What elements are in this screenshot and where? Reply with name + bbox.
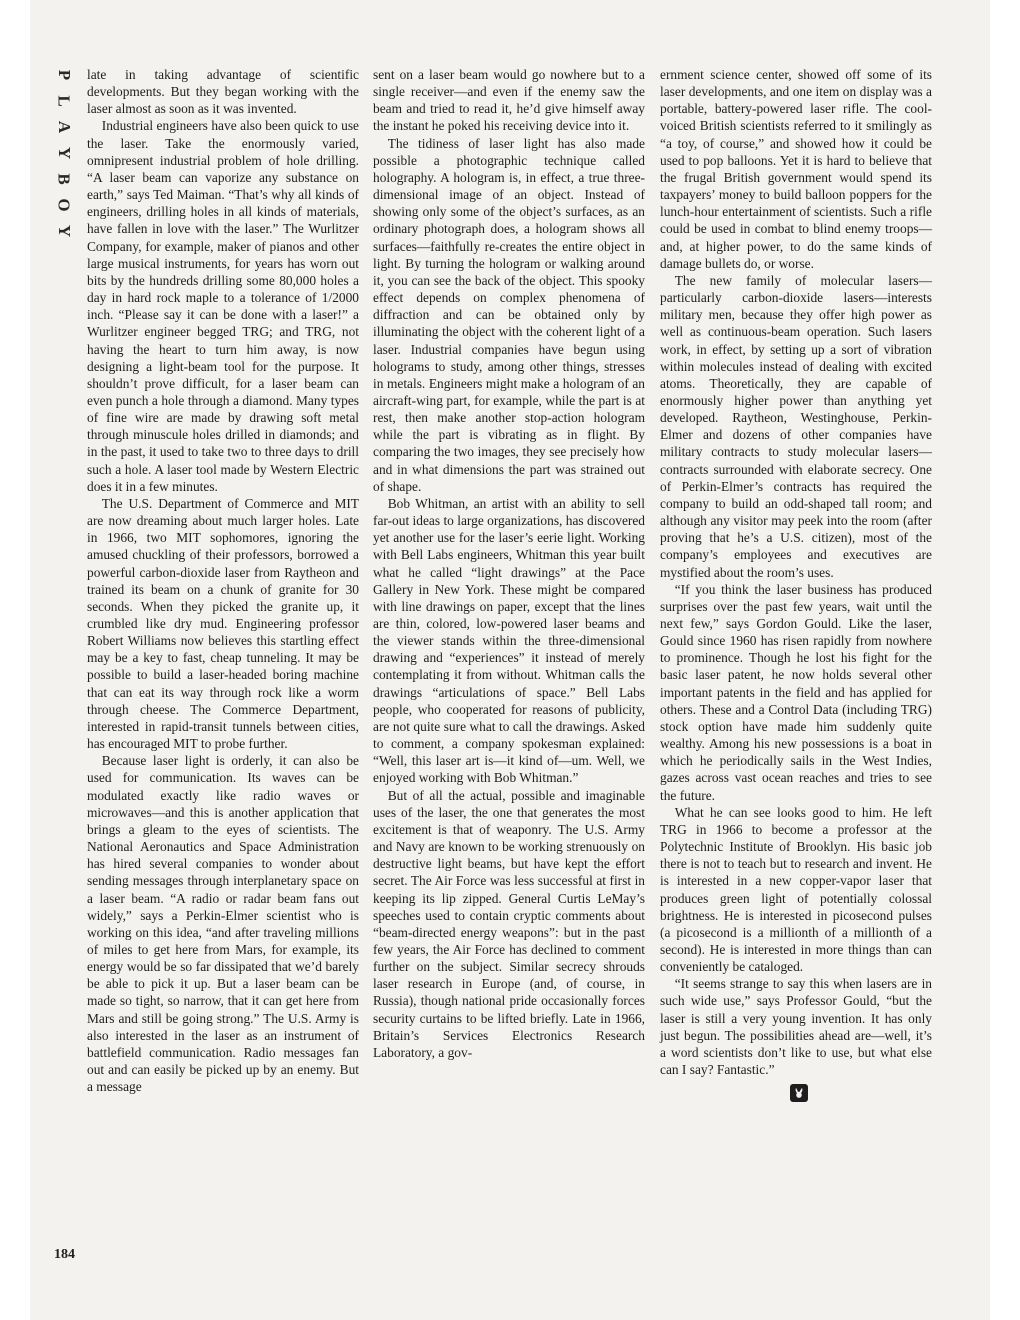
article-column-3: [660, 66, 932, 1106]
paragraph: The tidiness of laser light has also made possible a photographic technique called holography. A hologram is, in effect, a true three-dimensional image of an object. Instead of showing only some of the object’s surfaces, as an ordinary photograph does, a hologram shows all surfaces—faithfully re-creates the entire object in light. By turning the hologram or walking around it, you can see the back of the object. This spooky effect depends on complex phenomena of diffraction and can be obtained only by illuminating the object with the coherent light of a laser. Industrial companies have begun using holograms to study, among other things, stresses in metals. Engineers might make a hologram of an aircraft-wing part, for example, while the part is at rest, then make another stop-action hologram while the part is vibrating as in flight. By comparing the two images, they see precisely how and in what dimensions the part was strained out of shape.: [373, 135, 645, 494]
masthead-letter: O: [54, 198, 74, 212]
article-column-2: [373, 66, 645, 1061]
paragraph: sent on a laser beam would go nowhere but to a single receiver—and even if the enemy saw the beam and tried to read it, he’d give himself away the instant he poked his receiving device into it.: [373, 67, 645, 134]
masthead-letter: A: [55, 120, 74, 134]
paragraph: Bob Whitman, an artist with an ability to sell far-out ideas to large organizations, has discovered yet another use for the laser’s eerie light. Working with Bell Labs engineers, Whitman this year built what he called “light drawings” at the Pace Gallery in New York. These might be compared with line drawings on paper, except that the lines are thin, colored, low-powered laser beams and the viewer stands within the three-dimensional drawing and “experiences” it instead of merely contemplating it from without. Whitman calls the drawings “articulations of space.” Bell Labs people, who cooperated for reasons of publicity, are not quite sure what to call the drawings. Asked to comment, a company spokesman explained: “Well, this laser art is—it kind of—um. Well, we enjoyed working with Bob Whitman.”: [373, 495, 645, 786]
paragraph: What he can see looks good to him. He left TRG in 1966 to become a professor at the Polytechnic Institute of Brooklyn. His basic job there is not to teach but to research and invent. He is interested in a new copper-vapor laser that produces green light of potentially colossal brightness. He is interested in picosecond pulses (a picosecond is a millionth of a millionth of a second). He is interested in more things than can conveniently be cataloged.: [660, 804, 932, 975]
page-number: 184: [54, 1247, 75, 1262]
paragraph: late in taking advantage of scientific developments. But they began working with the laser almost as soon as it was invented.: [87, 67, 359, 117]
paragraph: The U.S. Department of Commerce and MIT are now dreaming about much larger holes. Late in 1966, two MIT sophomores, ignoring the amused chuckling of their professors, borrowed a powerful carbon-dioxide laser from Raytheon and trained its beam on a chunk of granite for 30 seconds. When they picked the granite up, it crumbled like dry mud. Engineering professor Robert Williams now believes this startling effect may be a key to fast, cheap tunneling. It may be possible to build a laser-headed boring machine that can eat its way through rock like a worm through cheese. The Commerce Department, interested in rapid-transit tunnels between cities, has encouraged MIT to probe further.: [87, 495, 359, 752]
masthead-playboy: [52, 62, 76, 244]
paragraph: The new family of molecular lasers—particularly carbon-dioxide lasers—interests military men, because they offer high power as well as continuous-beam operation. Such lasers work, in effect, by setting up a sort of vibration within molecules instead of dealing with excited atoms. Theoretically, they are capable of enormously higher power than anything yet developed. Raytheon, Westinghouse, Perkin-Elmer and dozens of other companies have military contracts to study molecular lasers—contracts surrounded with elaborate secrecy. One of Perkin-Elmer’s contracts has required the company to build an odd-shaped tall room; and although any visitor may peek into the room (after proving that he’s a U.S. citizen), most of the company’s employees and executives are mystified about the room’s uses.: [660, 272, 932, 580]
masthead-letter: Y: [55, 146, 74, 160]
article-column-1: [87, 66, 359, 1095]
paragraph: ernment science center, showed off some of its laser developments, and one item on display was a portable, battery-powered laser rifle. The cool-voiced British scientists referred to it smilingly as “a toy, of course,” and showed how it could be used to pop balloons. Yet it is hard to believe that the frugal British government would spend its taxpayers’ money to build balloon poppers for the lunch-hour entertainment of scientists. Such a rifle could be used in combat to blind enemy troops—and, at higher power, to do the same kinds of damage bullets do, or worse.: [660, 67, 932, 271]
masthead-letter: Y: [55, 224, 74, 238]
masthead-letter: L: [55, 95, 74, 107]
masthead-letter: P: [54, 69, 74, 81]
masthead-letter: B: [55, 173, 74, 185]
paragraph: But of all the actual, possible and imaginable uses of the laser, the one that generates the most excitement is that of weaponry. The U.S. Army and Navy are known to be working strenuously on destructive light beams, but have kept the effort secret. The Air Force was less successful at first in keeping its lip zipped. General Curtis LeMay’s speeches used to contain cryptic comments about “beam-directed energy weapons”: but in the past few years, the Air Force has declined to comment further on the subject. Similar secrecy shrouds laser research in Europe (and, of course, in Russia), though national pride occasionally forces security curtains to be lifted briefly. Late in 1966, Britain’s Services Electronics Research Laboratory, a gov-: [373, 787, 645, 1060]
playboy-rabbit-icon: [790, 1084, 808, 1102]
paragraph: “If you think the laser business has produced surprises over the past few years, wait until the next few,” says Gordon Gould. Like the laser, Gould since 1960 has risen rapidly from nowhere to prominence. Though he lost his fight for the basic laser patent, he now holds several other important patents in the field and has applied for others. These and a Control Data (including TRG) stock option have made him suddenly quite wealthy. Among his new possessions is a boat in which he periodically sails in the West Indies, gazes across vast ocean reaches and tries to see the future.: [660, 581, 932, 803]
paragraph: “It seems strange to say this when lasers are in such wide use,” says Professor Gould, “but the laser is still a very young invention. It has only just begun. The possibilities ahead are—well, it’s a word scientists don’t like to use, but what else can I say? Fantastic.”: [660, 976, 932, 1078]
paragraph: Because laser light is orderly, it can also be used for communication. Its waves can be modulated exactly like radio waves or microwaves—and this is another application that brings a gleam to the eyes of scientists. The National Aeronautics and Space Administration has hired several companies to wonder about sending messages through interplanetary space on a laser beam. “A radio or radar beam fans out widely,” says a Perkin-Elmer scientist who is working on this idea, “and after traveling millions of miles to get here from Mars, for example, its energy would be so far dissipated that we’d barely be able to pick it up. But a laser beam can be made so tight, so narrow, that it can get here from Mars and still be going strong.” The U.S. Army is also interested in the laser as an instrument of battlefield communication. Radio messages fan out and can easily be picked up by an enemy. But a message: [87, 753, 359, 1095]
paragraph: Industrial engineers have also been quick to use the laser. Take the enormously varied, omnipresent industrial problem of hole drilling. “A laser beam can vaporize any substance on earth,” says Ted Maiman. “That’s why all kinds of engineers, drilling holes in all kinds of materials, have fallen in love with the laser.” The Wurlitzer Company, for example, maker of pianos and other large musical instruments, for years has worn out bits by the hundreds drilling some 80,000 holes a day in hard rock maple to a tolerance of 1/2000 inch. “Please say it can be done with a laser!” a Wurlitzer engineer begged TRG; and TRG, not having the heart to turn him away, is now designing a light-beam tool for the purpose. It shouldn’t prove difficult, for a laser beam can even punch a hole through a diamond. Many types of fine wire are made by drawing soft metal through minuscule holes drilled in diamonds; and in the past, it used to take two to three days to drill such a hole. A laser tool made by Western Electric does it in a few minutes.: [87, 118, 359, 494]
magazine-page: [30, 0, 990, 1320]
